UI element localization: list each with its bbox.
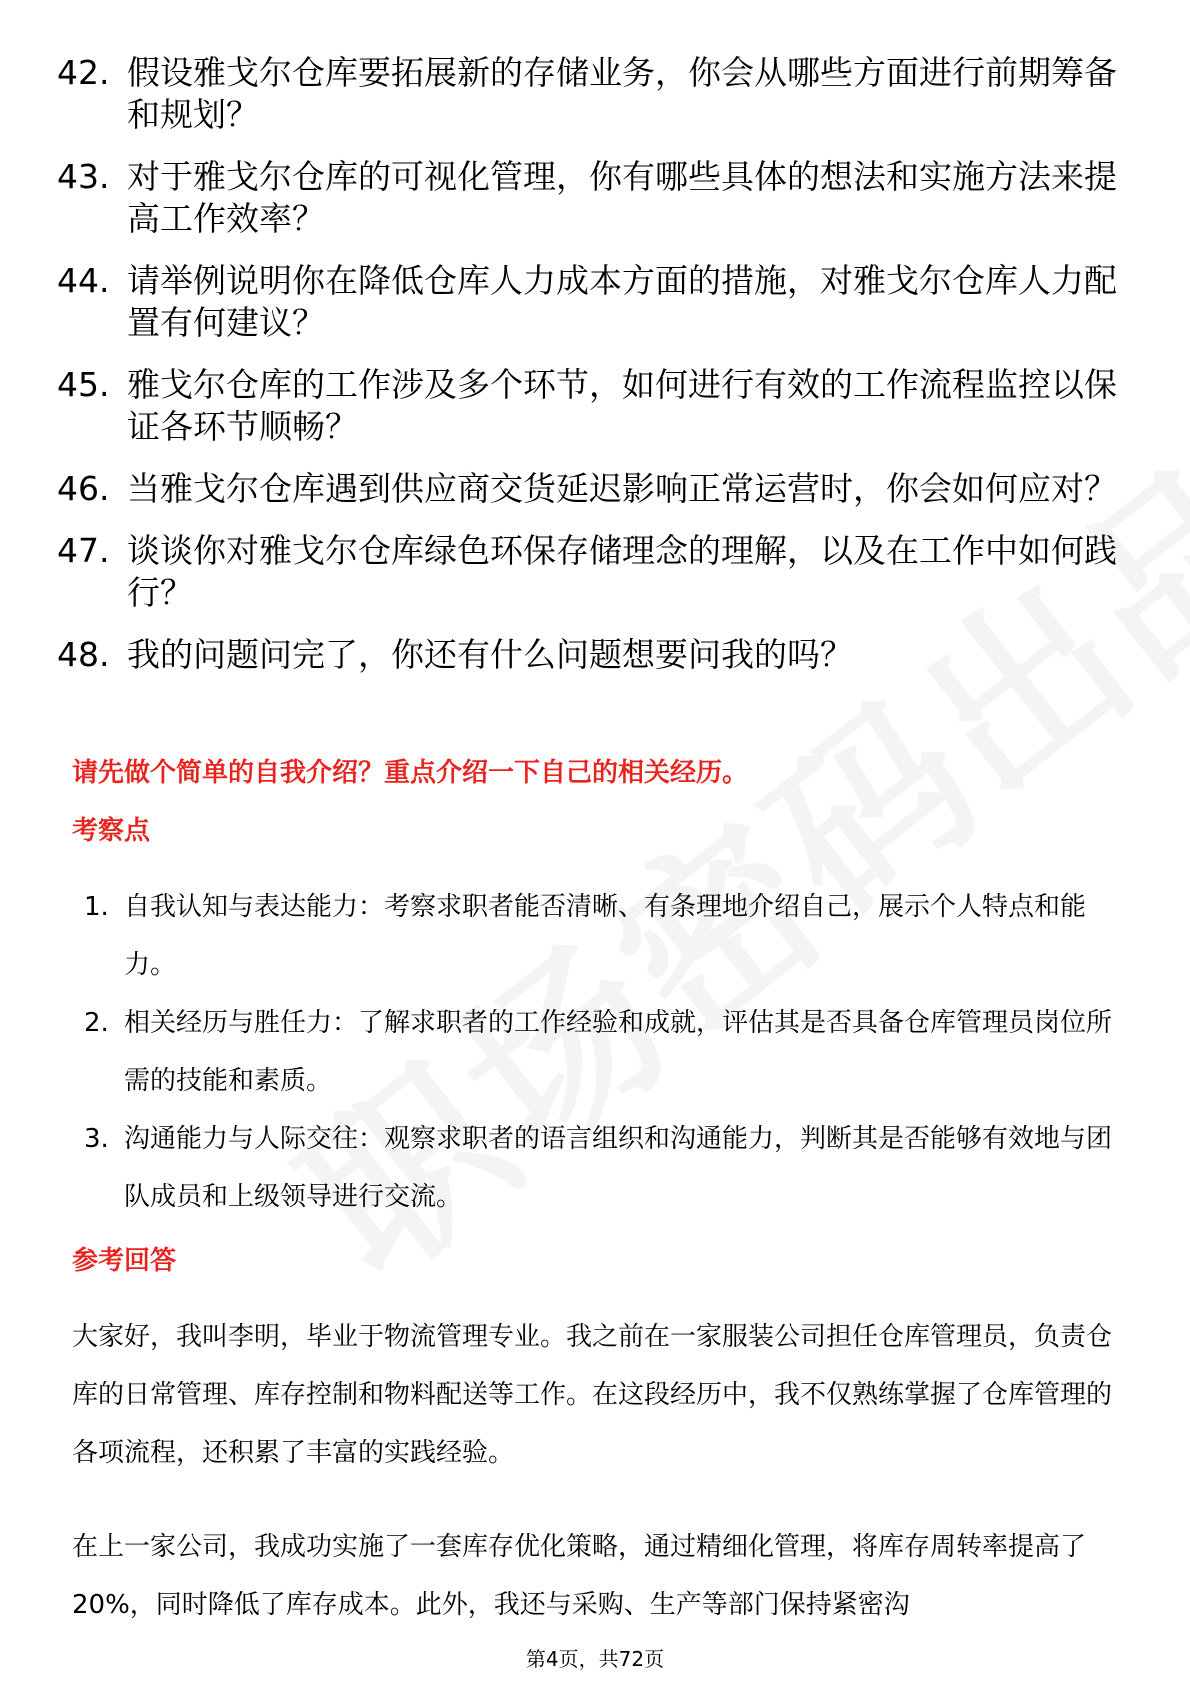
point-text: 自我认知与表达能力：考察求职者能否清晰、有条理地介绍自己，展示个人特点和能力。 bbox=[124, 892, 1087, 980]
question-list bbox=[57, 52, 1137, 696]
question-item bbox=[57, 260, 1137, 344]
page-footer: 第4页，共72页 bbox=[525, 1647, 665, 1671]
evaluation-point bbox=[84, 994, 1124, 1110]
evaluation-point bbox=[84, 1110, 1124, 1226]
question-number: 46. bbox=[57, 469, 110, 508]
question-item bbox=[57, 634, 1137, 676]
question-text: 对于雅戈尔仓库的可视化管理，你有哪些具体的想法和实施方法来提高工作效率？ bbox=[127, 157, 1117, 238]
point-number: 2. bbox=[84, 1008, 109, 1038]
question-number: 45. bbox=[57, 365, 110, 404]
question-number: 43. bbox=[57, 157, 110, 196]
question-item bbox=[57, 468, 1137, 510]
interview-question-heading: 请先做个简单的自我介绍？重点介绍一下自己的相关经历。 bbox=[72, 758, 749, 788]
answer-paragraph: 大家好，我叫李明，毕业于物流管理专业。我之前在一家服装公司担任仓库管理员，负责仓库的日常管理、库存控制和物料配送等工作。在这段经历中，我不仅熟练掌握了仓库管理的各项流程，还积累了丰富的实践经验。 bbox=[72, 1322, 1113, 1468]
answer-paragraph: 在上一家公司，我成功实施了一套库存优化策略，通过精细化管理，将库存周转率提高了20%，同时降低了库存成本。此外，我还与采购、生产等部门保持紧密沟 bbox=[72, 1532, 1087, 1620]
question-text: 雅戈尔仓库的工作涉及多个环节，如何进行有效的工作流程监控以保证各环节顺畅？ bbox=[127, 365, 1117, 446]
question-number: 42. bbox=[57, 53, 110, 92]
question-item bbox=[57, 52, 1137, 136]
question-item bbox=[57, 364, 1137, 448]
evaluation-point bbox=[84, 878, 1124, 994]
question-text: 请举例说明你在降低仓库人力成本方面的措施，对雅戈尔仓库人力配置有何建议？ bbox=[127, 261, 1117, 342]
question-number: 44. bbox=[57, 261, 110, 300]
question-number: 47. bbox=[57, 531, 110, 570]
question-text: 当雅戈尔仓库遇到供应商交货延迟影响正常运营时，你会如何应对？ bbox=[127, 469, 1117, 508]
evaluation-points-list bbox=[84, 878, 1124, 1226]
question-text: 我的问题问完了，你还有什么问题想要问我的吗？ bbox=[127, 635, 853, 674]
point-number: 1. bbox=[84, 892, 109, 922]
question-item bbox=[57, 530, 1137, 614]
evaluation-points-heading: 考察点 bbox=[72, 816, 151, 846]
question-text: 谈谈你对雅戈尔仓库绿色环保存储理念的理解，以及在工作中如何践行？ bbox=[127, 531, 1117, 612]
question-number: 48. bbox=[57, 635, 110, 674]
point-number: 3. bbox=[84, 1124, 109, 1154]
question-text: 假设雅戈尔仓库要拓展新的存储业务，你会从哪些方面进行前期筹备和规划？ bbox=[127, 53, 1117, 134]
reference-answer-heading: 参考回答 bbox=[72, 1246, 177, 1276]
point-text: 沟通能力与人际交往：观察求职者的语言组织和沟通能力，判断其是否能够有效地与团队成员和上级领导进行交流。 bbox=[124, 1124, 1113, 1212]
point-text: 相关经历与胜任力：了解求职者的工作经验和成就，评估其是否具备仓库管理员岗位所需的技能和素质。 bbox=[124, 1008, 1113, 1096]
question-item bbox=[57, 156, 1137, 240]
